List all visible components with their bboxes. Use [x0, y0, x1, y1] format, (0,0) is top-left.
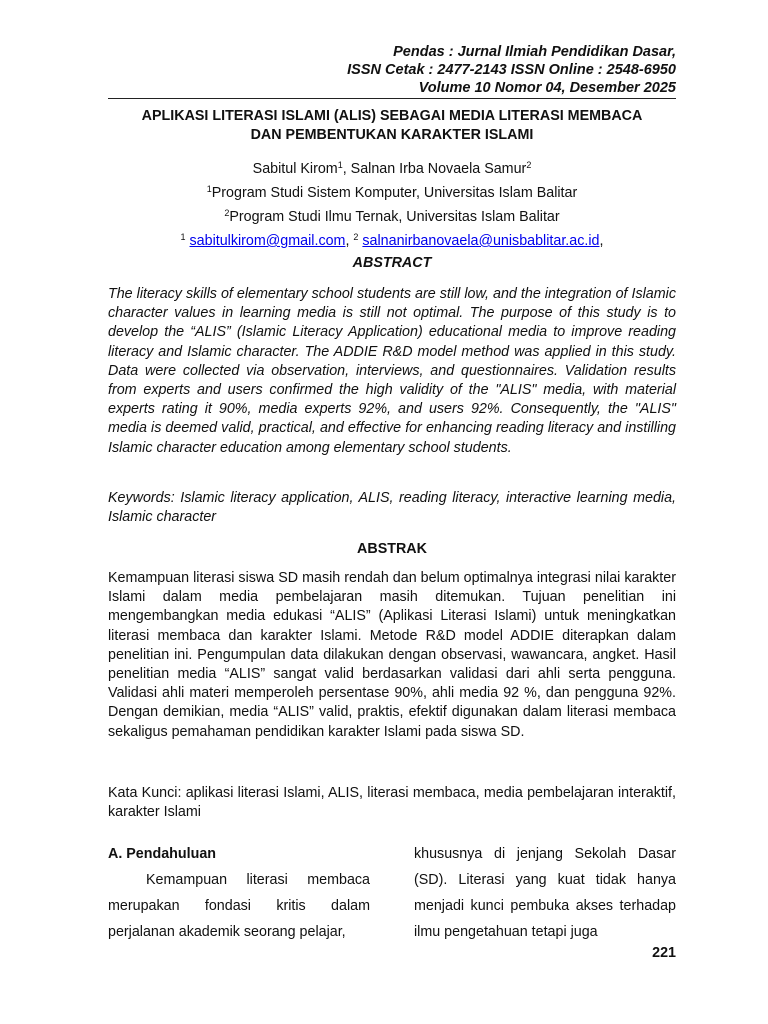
section-heading-introduction: A. Pendahuluan [108, 846, 217, 862]
author-1-sup: 1 [337, 160, 343, 170]
email-end: , [599, 233, 604, 249]
email-2-sup: 2 [353, 232, 359, 242]
journal-volume: Volume 10 Nomor 04, Desember 2025 [418, 80, 676, 96]
intro-left-column [108, 841, 370, 945]
affiliation-1-text: Program Studi Sistem Komputer, Universitas Islam Balitar [211, 185, 578, 201]
email-1-sup: 1 [180, 232, 186, 242]
title-line-1: APLIKASI LITERASI ISLAMI (ALIS) SEBAGAI MEDIA LITERASI MEMBACA [141, 108, 643, 124]
journal-header [347, 43, 676, 97]
paper-title [108, 107, 676, 145]
abstrak-heading: ABSTRAK [357, 541, 427, 557]
affiliation-2 [108, 203, 676, 227]
email-1-link[interactable]: sabitulkirom@gmail.com [189, 233, 346, 249]
affiliation-1 [108, 179, 676, 203]
abstrak-keywords: Kata Kunci: aplikasi literasi Islami, ALIS, literasi membaca, media pembelajaran interaktif, karakter Islami [108, 785, 676, 821]
intro-right-column [414, 841, 676, 945]
intro-paragraph-right: khususnya di jenjang Sekolah Dasar (SD). Literasi yang kuat tidak hanya menjadi kunci pembuka akses terhadap ilmu pengetahuan tetapi juga [414, 846, 676, 940]
page-number: 221 [652, 945, 676, 961]
email-line [108, 227, 676, 251]
author-block [108, 155, 676, 251]
abstract-heading: ABSTRACT [352, 255, 432, 271]
header-divider [108, 98, 676, 99]
author-separator: , [342, 161, 351, 177]
author-2: Salnan Irba Novaela Samur [350, 161, 527, 177]
author-2-sup: 2 [526, 160, 532, 170]
email-separator: , [345, 233, 354, 249]
journal-name: Pendas : Jurnal Ilmiah Pendidikan Dasar, [393, 44, 676, 60]
abstract-keywords: Keywords: Islamic literacy application, ALIS, reading literacy, interactive learning media, Islamic character [108, 490, 676, 526]
abstrak-body: Kemampuan literasi siswa SD masih rendah dan belum optimalnya integrasi nilai karakter Islami dalam media pembelajaran masih ditemukan. Tujuan penelitian ini mengembangkan media edukasi “ALIS” (Aplikasi Literasi Islami) untuk meningkatkan literasi membaca dan karakter Islami. Metode R&D model ADDIE diterapkan dalam penelitian ini. Pengumpulan data dilakukan dengan observasi, wawancara, angket. Hasil penelitian media “ALIS” sangat valid berdasarkan validasi dari ahli serta pengguna. Validasi ahli materi memperoleh persentase 90%, ahli media 92 %, dan pengguna 92%. Dengan demikian, media “ALIS” valid, praktis, efektif digunakan dalam literasi membaca sekaligus pemahaman pendidikan karakter Islami pada siswa SD. [108, 570, 676, 740]
author-1: Sabitul Kirom [252, 161, 338, 177]
title-line-2: DAN PEMBENTUKAN KARAKTER ISLAMI [250, 127, 534, 143]
affiliation-2-sup: 2 [224, 208, 230, 218]
affiliation-1-sup: 1 [206, 184, 212, 194]
abstract-body: The literacy skills of elementary school students are still low, and the integration of Islamic character values in learning media is still not optimal. The purpose of this study is to develop the “ALIS” (Islamic Literacy Application) educational media to improve reading literacy and Islamic character. The ADDIE R&D model method was applied in this study. Data were collected via observation, interviews, and questionnaires. Validation results from experts and users confirmed the high validity of the "ALIS" media, with material experts rating it 90%, media experts 92%, and users 92%. Consequently, the "ALIS" media is deemed valid, practical, and effective for enhancing reading literacy and instilling Islamic character education among elementary school students. [108, 286, 676, 456]
affiliation-2-text: Program Studi Ilmu Ternak, Universitas Islam Balitar [229, 209, 560, 225]
author-names [108, 155, 676, 179]
email-2-link[interactable]: salnanirbanovaela@unisbablitar.ac.id [362, 233, 600, 249]
journal-issn: ISSN Cetak : 2477-2143 ISSN Online : 2548-6950 [347, 62, 676, 78]
intro-paragraph-left: Kemampuan literasi membaca merupakan fondasi kritis dalam perjalanan akademik seorang pelajar, [108, 872, 370, 940]
